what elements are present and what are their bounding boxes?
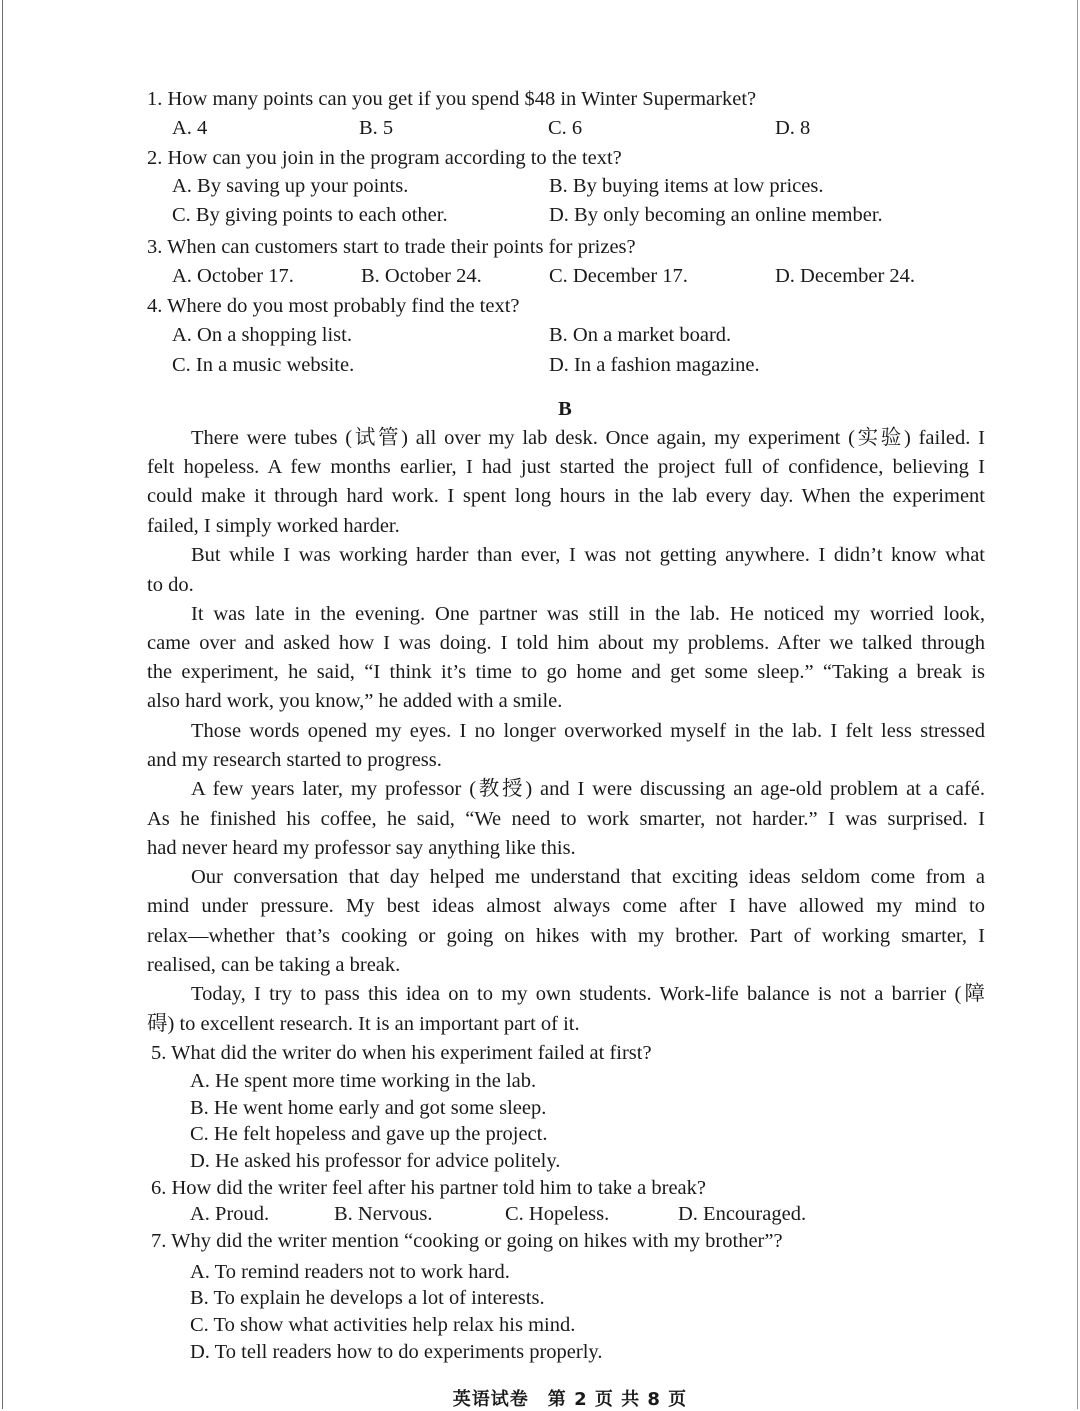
question-5-option-b: B. He went home early and got some sleep. [190,1097,547,1119]
passage-line: As he finished his coffee, he said, “We need to work smarter, not harder.” I was surprised. I [147,808,985,830]
question-7-option-d: D. To tell readers how to do experiments properly. [190,1341,603,1363]
question-7-option-b: B. To explain he develops a lot of interests. [190,1287,545,1309]
page-footer: 英语试卷 第 2 页 共 8 页 [452,1389,688,1410]
question-4-option-c: C. In a music website. [172,354,355,376]
question-3-option-d: D. December 24. [775,265,916,287]
passage-line: relax—whether that’s cooking or going on hikes with my brother. Part of working smarter, I [147,925,985,947]
question-6-option-d: D. Encouraged. [678,1203,807,1225]
question-7-stem: 7. Why did the writer mention “cooking or going on hikes with my brother”? [151,1230,783,1252]
passage-line: mind under pressure. My best ideas almost always come after I have allowed my mind to [147,895,985,917]
passage-line: Today, I try to pass this idea on to my own students. Work-life balance is not a barrier (障 [191,983,985,1005]
question-6-option-c: C. Hopeless. [505,1203,610,1225]
page-border-right [1077,0,1078,1409]
question-7-option-c: C. To show what activities help relax his mind. [190,1314,576,1336]
question-6-option-a: A. Proud. [190,1203,270,1225]
section-b-title: B [558,398,572,420]
question-2-option-d: D. By only becoming an online member. [549,204,883,226]
question-7-option-a: A. To remind readers not to work hard. [190,1261,510,1283]
question-3-stem: 3. When can customers start to trade their points for prizes? [147,236,636,258]
question-6-option-b: B. Nervous. [334,1203,433,1225]
question-5-option-c: C. He felt hopeless and gave up the project. [190,1123,548,1145]
passage-line: Those words opened my eyes. I no longer overworked myself in the lab. I felt less stressed [191,720,985,742]
passage-line: could make it through hard work. I spent long hours in the lab every day. When the experiment [147,485,985,507]
question-4-option-a: A. On a shopping list. [172,324,352,346]
question-4-option-d: D. In a fashion magazine. [549,354,760,376]
question-1-stem: 1. How many points can you get if you spend $48 in Winter Supermarket? [147,88,757,110]
question-3-option-a: A. October 17. [172,265,294,287]
question-5-stem: 5. What did the writer do when his experiment failed at first? [151,1042,652,1064]
question-1-option-c: C. 6 [548,117,583,139]
question-1-option-b: B. 5 [359,117,394,139]
passage-line: to do. [147,574,194,596]
question-2-option-b: B. By buying items at low prices. [549,175,824,197]
question-1-option-a: A. 4 [172,117,208,139]
passage-line: But while I was working harder than ever, I was not getting anywhere. I didn’t know what [191,544,985,566]
passage-line: 碍) to excellent research. It is an important part of it. [147,1013,580,1035]
question-2-option-c: C. By giving points to each other. [172,204,448,226]
passage-line: There were tubes (试管) all over my lab desk. Once again, my experiment (实验) failed. I [191,427,985,449]
page-border-left [2,0,3,1409]
passage-line: and my research started to progress. [147,749,442,771]
passage-line: realised, can be taking a break. [147,954,401,976]
passage-line: failed, I simply worked harder. [147,515,400,537]
question-3-option-b: B. October 24. [361,265,482,287]
question-5-option-a: A. He spent more time working in the lab. [190,1070,537,1092]
question-2-option-a: A. By saving up your points. [172,175,409,197]
passage-line: had never heard my professor say anything like this. [147,837,576,859]
passage-line: Our conversation that day helped me understand that exciting ideas seldom come from a [191,866,985,888]
question-2-stem: 2. How can you join in the program according to the text? [147,147,622,169]
question-4-option-b: B. On a market board. [549,324,732,346]
passage-line: It was late in the evening. One partner was still in the lab. He noticed my worried look, [191,603,985,625]
question-4-stem: 4. Where do you most probably find the text? [147,295,520,317]
question-1-option-d: D. 8 [775,117,811,139]
question-5-option-d: D. He asked his professor for advice politely. [190,1150,561,1172]
question-6-stem: 6. How did the writer feel after his partner told him to take a break? [151,1177,707,1199]
passage-line: came over and asked how I was doing. I told him about my problems. After we talked through [147,632,985,654]
passage-line: the experiment, he said, “I think it’s time to go home and get some sleep.” “Taking a break is [147,661,985,683]
question-3-option-c: C. December 17. [549,265,688,287]
passage-line: A few years later, my professor (教授) and I were discussing an age-old problem at a café. [191,778,985,800]
passage-line: also hard work, you know,” he added with a smile. [147,690,563,712]
passage-line: felt hopeless. A few months earlier, I had just started the project full of confidence, believing I [147,456,985,478]
